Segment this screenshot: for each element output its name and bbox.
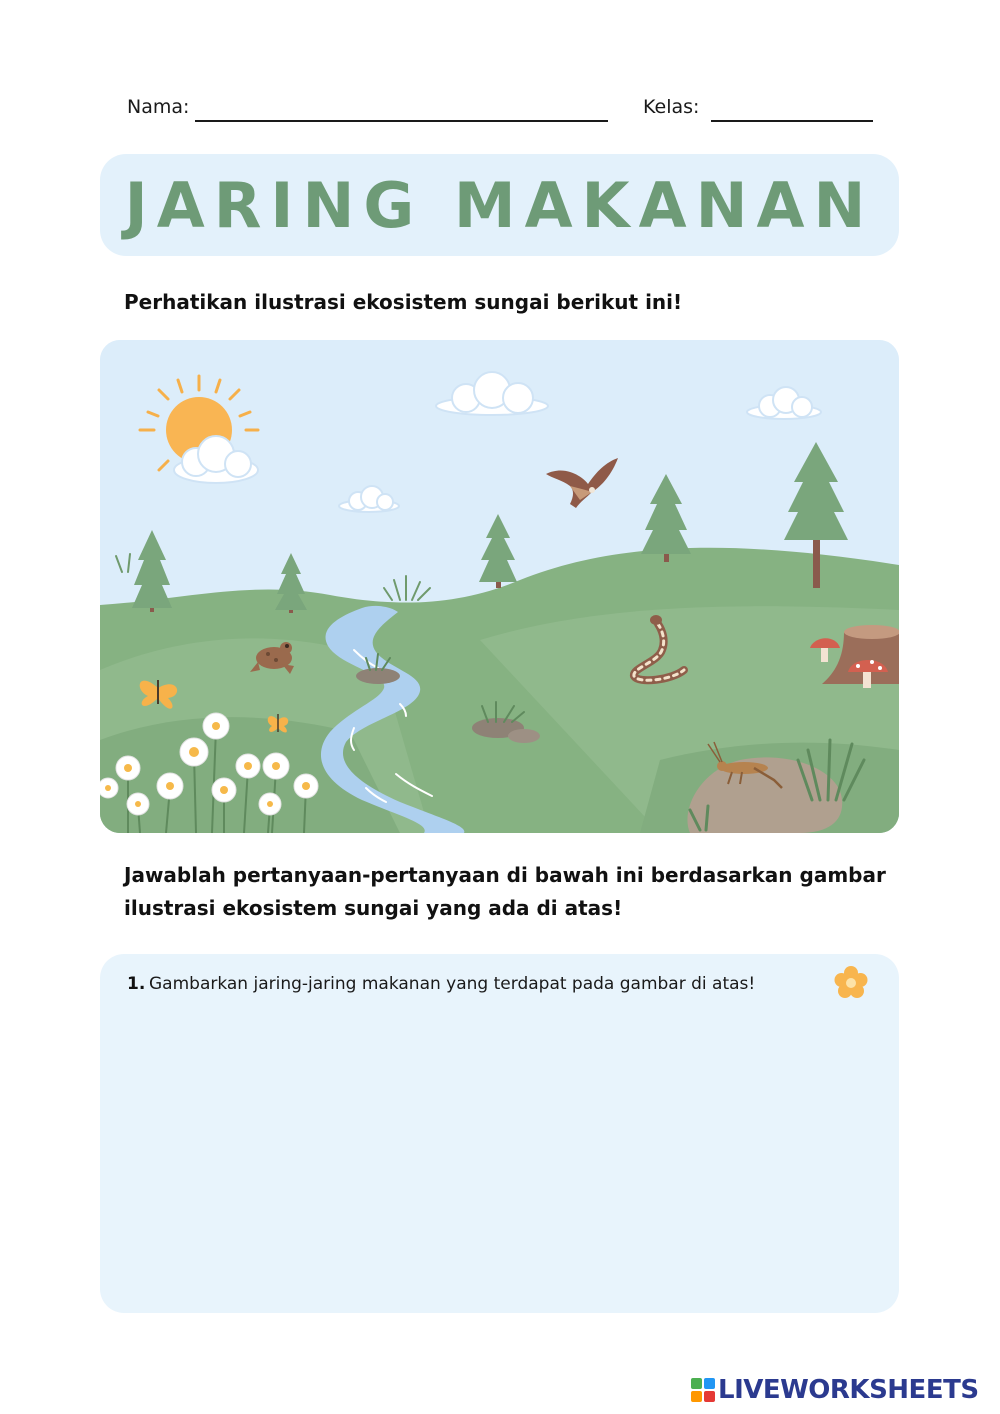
instruction-answer bbox=[124, 859, 886, 925]
answer-area[interactable] bbox=[100, 954, 899, 1313]
instruction-observe: Perhatikan ilustrasi ekosistem sungai berikut ini! bbox=[124, 290, 683, 314]
name-label: Nama: bbox=[127, 96, 190, 118]
instruction-answer-line-2: ilustrasi ekosistem sungai yang ada di atas! bbox=[124, 896, 623, 920]
title-banner bbox=[100, 154, 899, 256]
instruction-answer-line-1: Jawablah pertanyaan-pertanyaan di bawah ini berdasarkan gambar bbox=[124, 863, 886, 887]
flower-icon bbox=[832, 964, 870, 1002]
brand-name: LIVEWORKSHEETS bbox=[718, 1375, 979, 1405]
class-field[interactable] bbox=[711, 120, 873, 122]
question-text: Gambarkan jaring-jaring makanan yang terdapat pada gambar di atas! bbox=[149, 974, 756, 994]
question-number: 1. bbox=[127, 974, 146, 994]
river-ecosystem-illustration bbox=[100, 340, 899, 833]
brand-footer bbox=[691, 1374, 979, 1406]
class-label: Kelas: bbox=[643, 96, 700, 118]
student-info-row bbox=[127, 96, 877, 126]
liveworksheets-logo-icon bbox=[691, 1378, 715, 1402]
page-title: JARING MAKANAN bbox=[124, 168, 875, 242]
name-field[interactable] bbox=[195, 120, 608, 122]
